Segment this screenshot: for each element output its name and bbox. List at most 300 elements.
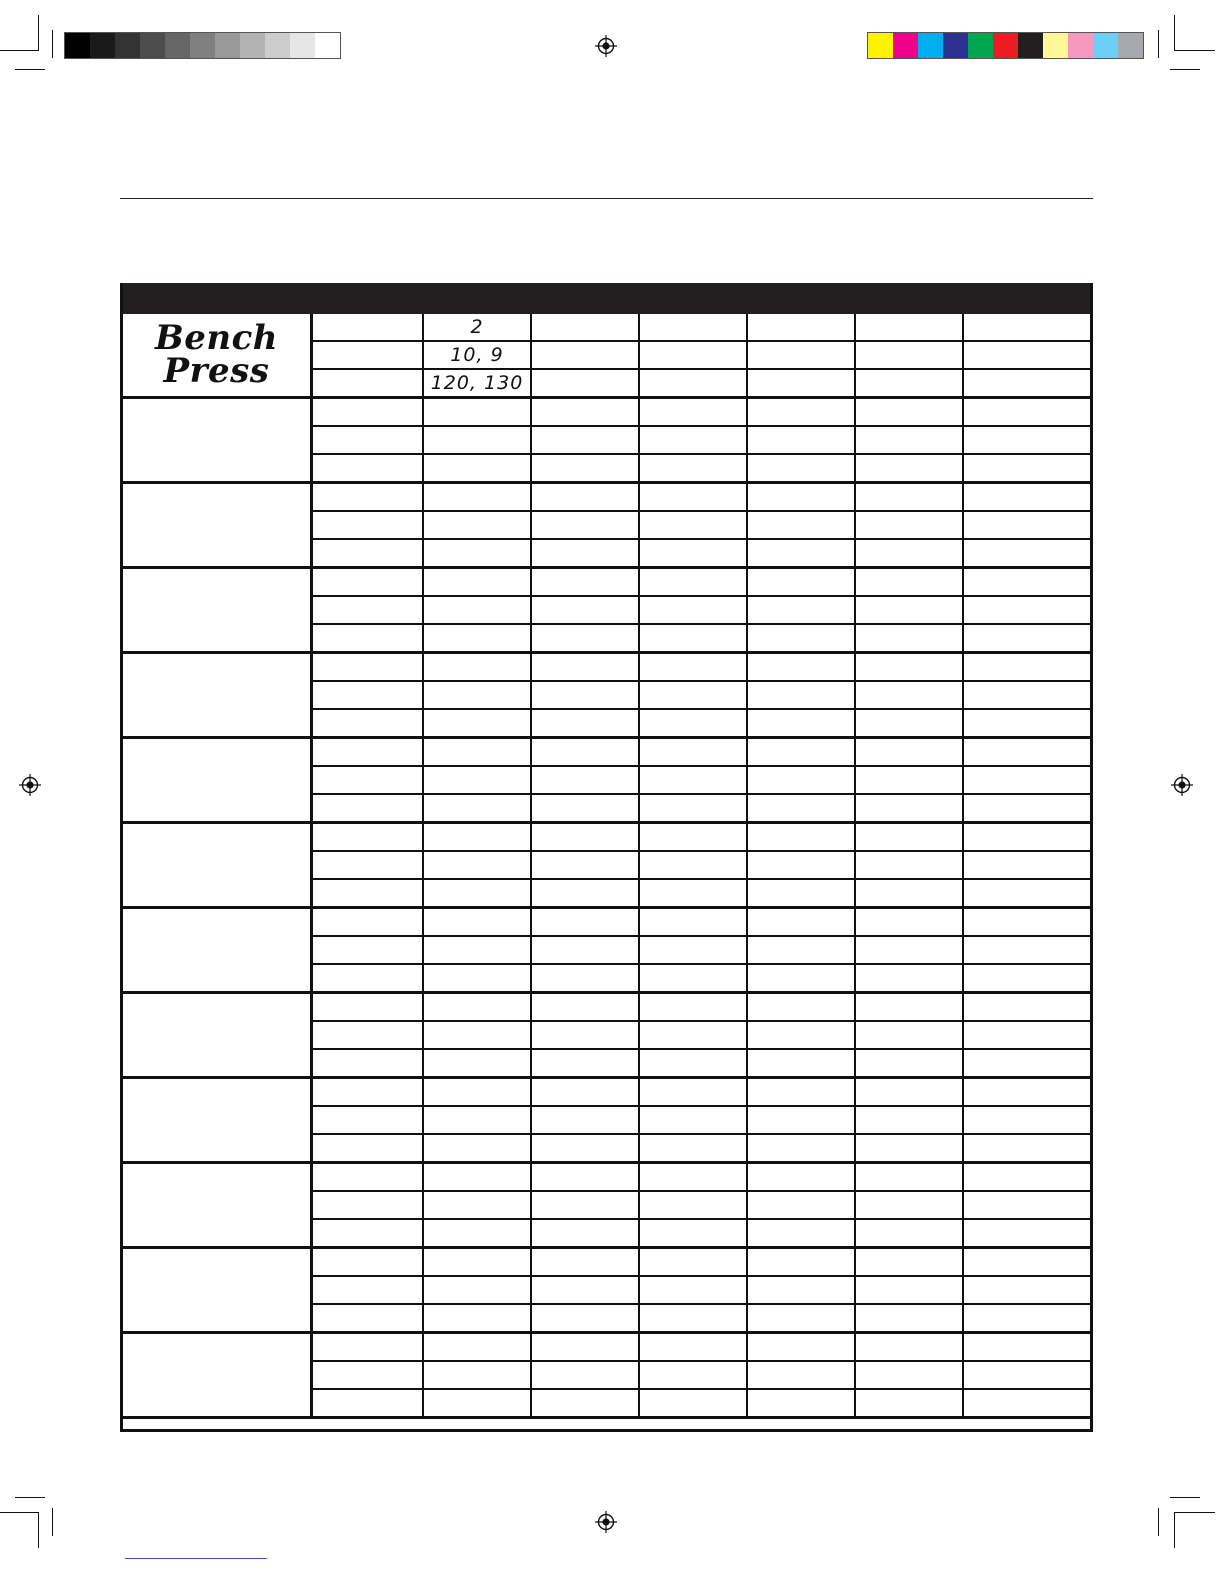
log-cell[interactable] [531, 1277, 639, 1303]
log-cell[interactable] [423, 399, 531, 425]
log-cell[interactable] [747, 994, 855, 1020]
log-cell[interactable] [313, 1164, 423, 1190]
log-cell[interactable] [313, 1305, 423, 1331]
log-cell[interactable] [963, 1334, 1090, 1360]
log-cell[interactable] [639, 937, 747, 963]
log-cell[interactable] [855, 512, 963, 538]
log-cell[interactable] [423, 937, 531, 963]
log-cell[interactable] [855, 597, 963, 623]
log-cell[interactable] [855, 1220, 963, 1246]
log-cell[interactable] [423, 597, 531, 623]
log-cell[interactable] [747, 937, 855, 963]
log-cell[interactable] [639, 852, 747, 878]
log-cell[interactable] [747, 682, 855, 708]
log-cell[interactable] [855, 314, 963, 340]
log-cell[interactable] [639, 1305, 747, 1331]
log-cell[interactable] [423, 1164, 531, 1190]
log-row [313, 965, 1090, 991]
log-cell[interactable] [747, 342, 855, 368]
log-cell[interactable] [855, 1192, 963, 1218]
log-cell[interactable] [747, 1022, 855, 1048]
log-cell[interactable] [747, 654, 855, 680]
log-cell[interactable] [531, 710, 639, 736]
log-cell[interactable] [313, 314, 423, 340]
log-cell[interactable] [963, 342, 1090, 368]
log-cell[interactable] [423, 710, 531, 736]
log-cell[interactable] [531, 965, 639, 991]
log-cell[interactable] [855, 370, 963, 396]
log-cell[interactable] [855, 710, 963, 736]
log-cell[interactable] [313, 569, 423, 595]
log-cell[interactable]: 120, 130 [430, 372, 524, 394]
exercise-name-cell[interactable] [123, 399, 313, 481]
log-cell[interactable] [639, 767, 747, 793]
log-cell[interactable] [855, 909, 963, 935]
log-cell[interactable] [747, 710, 855, 736]
log-cell[interactable] [747, 1050, 855, 1076]
log-cell[interactable] [531, 824, 639, 850]
log-row [313, 427, 1090, 455]
log-cell[interactable] [313, 1220, 423, 1246]
log-cell[interactable] [423, 569, 531, 595]
log-cell[interactable] [963, 965, 1090, 991]
log-cell[interactable] [855, 824, 963, 850]
log-cell[interactable] [747, 1220, 855, 1246]
log-cell[interactable] [313, 880, 423, 906]
color-swatch [918, 33, 943, 58]
log-cell[interactable] [747, 824, 855, 850]
crop-mark-tl-h [0, 50, 38, 51]
color-swatch [943, 33, 968, 58]
log-cell[interactable] [313, 427, 423, 453]
log-cell[interactable] [963, 994, 1090, 1020]
log-cell[interactable] [963, 512, 1090, 538]
log-cell[interactable] [963, 484, 1090, 510]
log-cell[interactable] [747, 512, 855, 538]
log-cell[interactable] [747, 540, 855, 566]
log-cell[interactable] [963, 937, 1090, 963]
log-cell[interactable] [963, 1305, 1090, 1331]
log-cell[interactable] [639, 1050, 747, 1076]
log-cell[interactable] [423, 1135, 531, 1161]
log-cell[interactable] [313, 1334, 423, 1360]
log-cell[interactable] [531, 427, 639, 453]
log-cell[interactable] [639, 795, 747, 821]
log-cell[interactable] [531, 1220, 639, 1246]
log-cell[interactable] [855, 1249, 963, 1275]
log-cell[interactable] [855, 1164, 963, 1190]
log-cell[interactable] [747, 1305, 855, 1331]
exercise-name-cell[interactable] [123, 1249, 313, 1331]
log-cell[interactable] [963, 569, 1090, 595]
log-cell[interactable] [855, 1022, 963, 1048]
log-cell[interactable] [747, 852, 855, 878]
log-cell[interactable] [747, 880, 855, 906]
header-rule [120, 198, 1093, 199]
log-cell[interactable] [313, 1135, 423, 1161]
log-cell[interactable] [423, 1079, 531, 1105]
log-cell[interactable] [639, 1220, 747, 1246]
log-cell[interactable] [531, 1164, 639, 1190]
exercise-name-cell[interactable] [123, 654, 313, 736]
log-cell[interactable] [639, 710, 747, 736]
log-cell[interactable] [531, 682, 639, 708]
log-cell[interactable] [639, 1390, 747, 1416]
log-cell[interactable] [639, 1022, 747, 1048]
log-cell[interactable] [747, 597, 855, 623]
log-cell[interactable] [423, 1192, 531, 1218]
log-cell[interactable] [747, 569, 855, 595]
log-cell[interactable] [855, 1107, 963, 1133]
log-cell[interactable] [313, 824, 423, 850]
log-cell[interactable]: 10, 9 [450, 344, 504, 366]
log-cell[interactable] [963, 880, 1090, 906]
log-cell[interactable] [639, 880, 747, 906]
log-cell[interactable] [423, 767, 531, 793]
log-cell[interactable] [531, 1249, 639, 1275]
log-cell[interactable] [963, 909, 1090, 935]
log-cell[interactable] [855, 739, 963, 765]
log-cell[interactable] [423, 484, 531, 510]
log-cell[interactable] [531, 1192, 639, 1218]
log-cell[interactable] [423, 880, 531, 906]
log-cell[interactable] [313, 597, 423, 623]
log-cell[interactable] [963, 710, 1090, 736]
log-cell[interactable] [639, 597, 747, 623]
log-cell[interactable] [855, 795, 963, 821]
log-cell[interactable] [423, 852, 531, 878]
log-cell[interactable] [855, 625, 963, 651]
exercise-name-cell[interactable] [123, 1079, 313, 1161]
log-cell[interactable] [639, 1192, 747, 1218]
log-cell[interactable] [639, 484, 747, 510]
log-cell[interactable] [531, 1334, 639, 1360]
log-cell[interactable] [855, 1079, 963, 1105]
log-cell[interactable] [639, 682, 747, 708]
log-cell[interactable] [531, 342, 639, 368]
log-cell[interactable] [639, 1334, 747, 1360]
log-cell[interactable] [639, 342, 747, 368]
log-cell[interactable] [531, 569, 639, 595]
log-cell[interactable] [531, 1305, 639, 1331]
log-cell[interactable]: 2 [470, 316, 484, 338]
log-cell[interactable] [747, 314, 855, 340]
log-cell[interactable] [531, 455, 639, 481]
log-cell[interactable] [639, 994, 747, 1020]
log-cell[interactable] [747, 1079, 855, 1105]
log-cell[interactable] [423, 739, 531, 765]
log-cell[interactable] [855, 569, 963, 595]
log-cell[interactable] [531, 625, 639, 651]
log-cell[interactable] [423, 1050, 531, 1076]
log-cell[interactable] [531, 540, 639, 566]
log-cell[interactable] [639, 1249, 747, 1275]
log-cell[interactable] [855, 1390, 963, 1416]
log-cell[interactable] [855, 1135, 963, 1161]
log-cell[interactable] [963, 682, 1090, 708]
log-cell[interactable] [747, 965, 855, 991]
log-cell[interactable] [531, 880, 639, 906]
log-cell[interactable] [313, 739, 423, 765]
log-cell[interactable] [531, 1135, 639, 1161]
log-cell[interactable] [423, 512, 531, 538]
log-cell[interactable] [747, 1334, 855, 1360]
log-cell[interactable] [963, 1164, 1090, 1190]
log-cell[interactable] [423, 1249, 531, 1275]
log-cell[interactable] [639, 1277, 747, 1303]
log-cell[interactable] [747, 909, 855, 935]
log-cell[interactable] [531, 370, 639, 396]
log-cell[interactable] [639, 1107, 747, 1133]
log-row [313, 540, 1090, 566]
exercise-name-cell[interactable] [123, 739, 313, 821]
log-cell[interactable] [963, 654, 1090, 680]
log-cell[interactable] [963, 1390, 1090, 1416]
log-cell[interactable] [747, 370, 855, 396]
log-cell[interactable] [963, 455, 1090, 481]
crop-mark-tr-v2 [1158, 30, 1159, 58]
log-cell[interactable] [313, 1192, 423, 1218]
log-cell[interactable] [423, 1022, 531, 1048]
log-cell[interactable] [639, 399, 747, 425]
log-cell[interactable] [313, 1079, 423, 1105]
log-cell[interactable] [639, 540, 747, 566]
log-cell[interactable] [313, 342, 423, 368]
log-cell[interactable] [639, 314, 747, 340]
log-cell[interactable] [963, 370, 1090, 396]
log-cell[interactable] [639, 654, 747, 680]
log-cell[interactable] [423, 1362, 531, 1388]
log-cell[interactable] [423, 1334, 531, 1360]
log-cell[interactable] [855, 1334, 963, 1360]
log-cell[interactable] [855, 399, 963, 425]
log-cell[interactable] [747, 1164, 855, 1190]
log-cell[interactable] [747, 1277, 855, 1303]
log-cell[interactable] [639, 569, 747, 595]
log-cell[interactable] [531, 739, 639, 765]
log-cell[interactable] [313, 1362, 423, 1388]
log-cell[interactable] [963, 625, 1090, 651]
log-cell[interactable] [747, 1390, 855, 1416]
log-cell[interactable] [855, 682, 963, 708]
log-cell[interactable] [963, 1050, 1090, 1076]
log-cell[interactable] [747, 1107, 855, 1133]
log-cell[interactable] [531, 1362, 639, 1388]
log-cell[interactable] [747, 455, 855, 481]
log-cell[interactable] [313, 1022, 423, 1048]
log-row [313, 342, 1090, 370]
log-cell[interactable] [313, 455, 423, 481]
log-cell[interactable] [639, 1164, 747, 1190]
log-cell[interactable] [963, 739, 1090, 765]
log-cell[interactable] [531, 994, 639, 1020]
log-cell[interactable] [423, 994, 531, 1020]
log-cell[interactable] [423, 455, 531, 481]
log-cell[interactable] [531, 1022, 639, 1048]
log-cell[interactable] [963, 1079, 1090, 1105]
crop-mark-tl-h2 [15, 69, 45, 70]
log-cell[interactable] [313, 625, 423, 651]
exercise-name-cell[interactable] [123, 909, 313, 991]
log-cell[interactable] [531, 654, 639, 680]
log-cell[interactable] [639, 965, 747, 991]
log-cell[interactable] [963, 1220, 1090, 1246]
log-cell[interactable] [963, 1135, 1090, 1161]
crop-mark-tr-v [1174, 15, 1175, 51]
log-cell[interactable] [747, 795, 855, 821]
log-cell[interactable] [855, 937, 963, 963]
log-cell[interactable] [963, 795, 1090, 821]
log-cell[interactable] [423, 427, 531, 453]
log-cell[interactable] [855, 1277, 963, 1303]
log-cell[interactable] [313, 370, 423, 396]
log-cell[interactable] [423, 909, 531, 935]
log-cell[interactable] [423, 965, 531, 991]
log-cell[interactable] [639, 739, 747, 765]
log-cell[interactable] [531, 512, 639, 538]
log-cell[interactable] [531, 795, 639, 821]
exercise-name-cell[interactable] [123, 314, 313, 396]
log-cell[interactable] [313, 795, 423, 821]
log-cell[interactable] [423, 1220, 531, 1246]
log-cell[interactable] [855, 1362, 963, 1388]
log-cell[interactable] [313, 682, 423, 708]
log-cell[interactable] [423, 824, 531, 850]
log-cell[interactable] [313, 1277, 423, 1303]
log-cell[interactable] [423, 1107, 531, 1133]
log-cell[interactable] [747, 767, 855, 793]
log-cell[interactable] [855, 880, 963, 906]
log-cell[interactable] [531, 1107, 639, 1133]
log-cell[interactable] [963, 1249, 1090, 1275]
log-cell[interactable] [423, 682, 531, 708]
log-cell[interactable] [963, 540, 1090, 566]
log-cell[interactable] [313, 1107, 423, 1133]
log-cell[interactable] [313, 540, 423, 566]
log-cell[interactable] [531, 937, 639, 963]
log-cell[interactable] [313, 654, 423, 680]
log-cell[interactable] [855, 540, 963, 566]
log-cell[interactable] [531, 597, 639, 623]
log-cell[interactable] [747, 625, 855, 651]
log-cell[interactable] [855, 1050, 963, 1076]
log-cell[interactable] [855, 484, 963, 510]
log-cell[interactable] [963, 597, 1090, 623]
log-cell[interactable] [639, 625, 747, 651]
log-cell[interactable] [639, 909, 747, 935]
log-cell[interactable] [313, 710, 423, 736]
log-cell[interactable] [313, 965, 423, 991]
log-cell[interactable] [639, 512, 747, 538]
log-cell[interactable] [531, 909, 639, 935]
log-cell[interactable] [963, 1107, 1090, 1133]
log-cell[interactable] [531, 314, 639, 340]
log-cell[interactable] [855, 852, 963, 878]
log-cell[interactable] [313, 1249, 423, 1275]
log-cell[interactable] [747, 484, 855, 510]
log-cell[interactable] [531, 767, 639, 793]
log-cell[interactable] [639, 1362, 747, 1388]
log-cell[interactable] [313, 909, 423, 935]
log-cell[interactable] [747, 399, 855, 425]
log-cell[interactable] [963, 852, 1090, 878]
log-cell[interactable] [963, 767, 1090, 793]
log-cell[interactable] [963, 427, 1090, 453]
log-cell[interactable] [747, 427, 855, 453]
log-cell[interactable] [855, 1305, 963, 1331]
log-cell[interactable] [313, 1050, 423, 1076]
log-cell[interactable] [313, 1390, 423, 1416]
log-cell[interactable] [855, 767, 963, 793]
log-cell[interactable] [855, 455, 963, 481]
log-cell[interactable] [531, 1050, 639, 1076]
log-cell[interactable] [313, 937, 423, 963]
log-row [313, 852, 1090, 880]
log-cell[interactable] [963, 1192, 1090, 1218]
log-cell[interactable] [855, 994, 963, 1020]
log-row [313, 1164, 1090, 1192]
log-cell[interactable] [639, 455, 747, 481]
log-cell[interactable] [423, 654, 531, 680]
log-cell[interactable] [531, 399, 639, 425]
log-cell[interactable] [423, 540, 531, 566]
log-cell[interactable] [747, 1135, 855, 1161]
log-cell[interactable] [639, 370, 747, 396]
log-cell[interactable] [639, 1135, 747, 1161]
log-cell[interactable] [963, 1022, 1090, 1048]
log-cell[interactable] [747, 739, 855, 765]
log-cell[interactable] [855, 427, 963, 453]
log-cell[interactable] [313, 994, 423, 1020]
log-cell[interactable] [963, 824, 1090, 850]
log-cell[interactable] [423, 1277, 531, 1303]
log-cell[interactable] [423, 795, 531, 821]
log-cell[interactable] [313, 852, 423, 878]
log-cell[interactable] [313, 512, 423, 538]
log-cell[interactable] [963, 314, 1090, 340]
log-cell[interactable] [531, 1390, 639, 1416]
log-cell[interactable] [531, 484, 639, 510]
exercise-name-cell[interactable] [123, 994, 313, 1076]
log-cell[interactable] [639, 427, 747, 453]
log-cell[interactable] [747, 1192, 855, 1218]
log-cell[interactable] [747, 1249, 855, 1275]
log-cell[interactable] [313, 484, 423, 510]
exercise-name-cell[interactable] [123, 569, 313, 651]
log-cell[interactable] [423, 1390, 531, 1416]
log-cell[interactable] [423, 1305, 531, 1331]
log-cell[interactable] [855, 965, 963, 991]
log-cell[interactable] [531, 1079, 639, 1105]
crop-mark-tr-h [1175, 50, 1215, 51]
log-cell[interactable] [963, 1362, 1090, 1388]
log-cell[interactable] [313, 399, 423, 425]
log-cell[interactable] [747, 1362, 855, 1388]
log-cell[interactable] [963, 399, 1090, 425]
log-cell[interactable] [855, 654, 963, 680]
log-cell[interactable] [639, 1079, 747, 1105]
exercise-name-cell[interactable] [123, 824, 313, 906]
log-cell[interactable] [639, 824, 747, 850]
log-cell[interactable] [855, 342, 963, 368]
log-cell[interactable] [531, 852, 639, 878]
log-cell[interactable] [963, 1277, 1090, 1303]
exercise-name-cell[interactable] [123, 1334, 313, 1416]
log-cell[interactable] [313, 767, 423, 793]
exercise-name-cell[interactable] [123, 1164, 313, 1246]
exercise-name-cell[interactable] [123, 484, 313, 566]
log-cell[interactable] [423, 625, 531, 651]
